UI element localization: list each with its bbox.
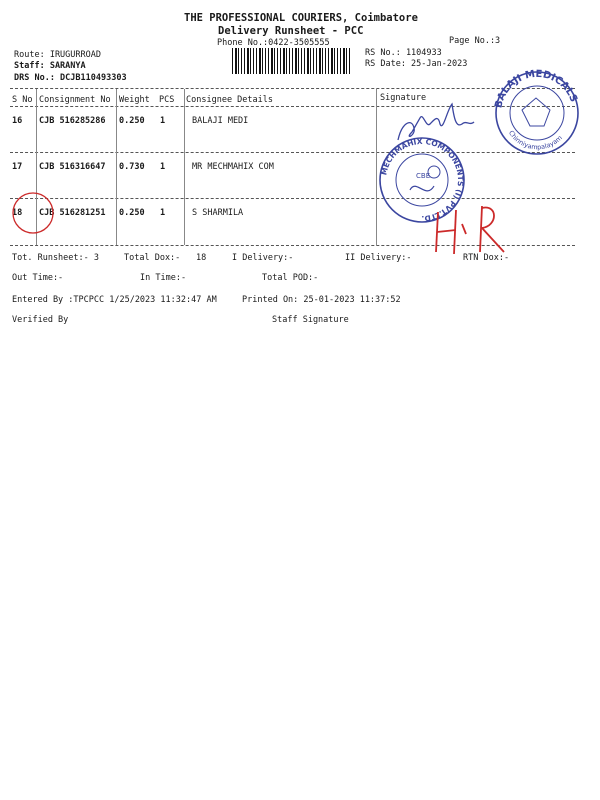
mech-stamp-text: MECHMAHIX COMPONENTS (I) PVT.LTD. <box>379 136 466 224</box>
ii-delivery: II Delivery:- <box>345 253 412 263</box>
drs-number: DRS No.: DCJB110493303 <box>14 73 127 83</box>
page-number: Page No.:3 <box>449 36 501 46</box>
balaji-medicals-stamp <box>493 69 579 154</box>
i-delivery: I Delivery:- <box>232 253 294 263</box>
handwritten-signature <box>398 104 474 140</box>
col-header-sno: S No <box>12 95 33 105</box>
mech-stamp-center: CBE <box>416 172 431 180</box>
row-consignee: S SHARMILA <box>192 208 244 218</box>
row-pcs: 1 <box>160 116 166 126</box>
row-weight: 0.250 <box>119 116 145 126</box>
route: Route: IRUGURROAD <box>14 50 101 60</box>
red-circle-mark <box>13 193 53 233</box>
total-dox-value: 18 <box>196 253 207 263</box>
rtn-dox: RTN Dox:- <box>463 253 510 263</box>
rs-number: RS No.: 1104933 <box>365 48 442 58</box>
row-sno: 16 <box>12 116 23 126</box>
col-header-consignment: Consignment No <box>39 95 111 105</box>
entered-by: Entered By :TPCPCC 1/25/2023 11:32:47 AM <box>12 295 217 305</box>
col-header-weight: Weight <box>119 95 150 105</box>
row-consignment: CJB 516281251 <box>39 208 106 218</box>
row-weight: 0.730 <box>119 162 145 172</box>
staff-signature: Staff Signature <box>272 315 349 325</box>
row-consignee: MR MECHMAHIX COM <box>192 162 274 172</box>
staff: Staff: SARANYA <box>14 61 86 71</box>
row-pcs: 1 <box>160 208 166 218</box>
row-consignee: BALAJI MEDI <box>192 116 249 126</box>
mechmahix-stamp <box>379 137 465 223</box>
row-sno: 17 <box>12 162 23 172</box>
row-sno: 18 <box>12 208 23 218</box>
in-time: In Time:- <box>140 273 187 283</box>
out-time: Out Time:- <box>12 273 64 283</box>
balaji-stamp-text-bottom: Chinniyampalayam <box>506 129 564 152</box>
col-header-pcs: PCS <box>159 95 175 105</box>
row-consignment: CJB 516285286 <box>39 116 106 126</box>
balaji-stamp-text-top: BALAJI MEDICALS <box>493 68 580 110</box>
phone-number: Phone No.:0422-3505555 <box>217 38 330 48</box>
printed-on: Printed On: 25-01-2023 11:37:52 <box>242 295 401 305</box>
company-name: THE PROFESSIONAL COURIERS, Coimbatore <box>184 12 418 24</box>
row-consignment: CJB 516316647 <box>39 162 106 172</box>
verified-by: Verified By <box>12 315 69 325</box>
total-runsheet: Tot. Runsheet:- 3 <box>12 253 99 263</box>
total-dox-label: Total Dox:- <box>124 253 181 263</box>
runsheet-title: Delivery Runsheet - PCC <box>218 25 364 37</box>
col-header-signature: Signature <box>380 93 427 103</box>
total-pod: Total POD:- <box>262 273 319 283</box>
col-header-consignee: Consignee Details <box>186 95 273 105</box>
row-weight: 0.250 <box>119 208 145 218</box>
rs-date: RS Date: 25-Jan-2023 <box>365 59 468 69</box>
row-pcs: 1 <box>160 162 166 172</box>
